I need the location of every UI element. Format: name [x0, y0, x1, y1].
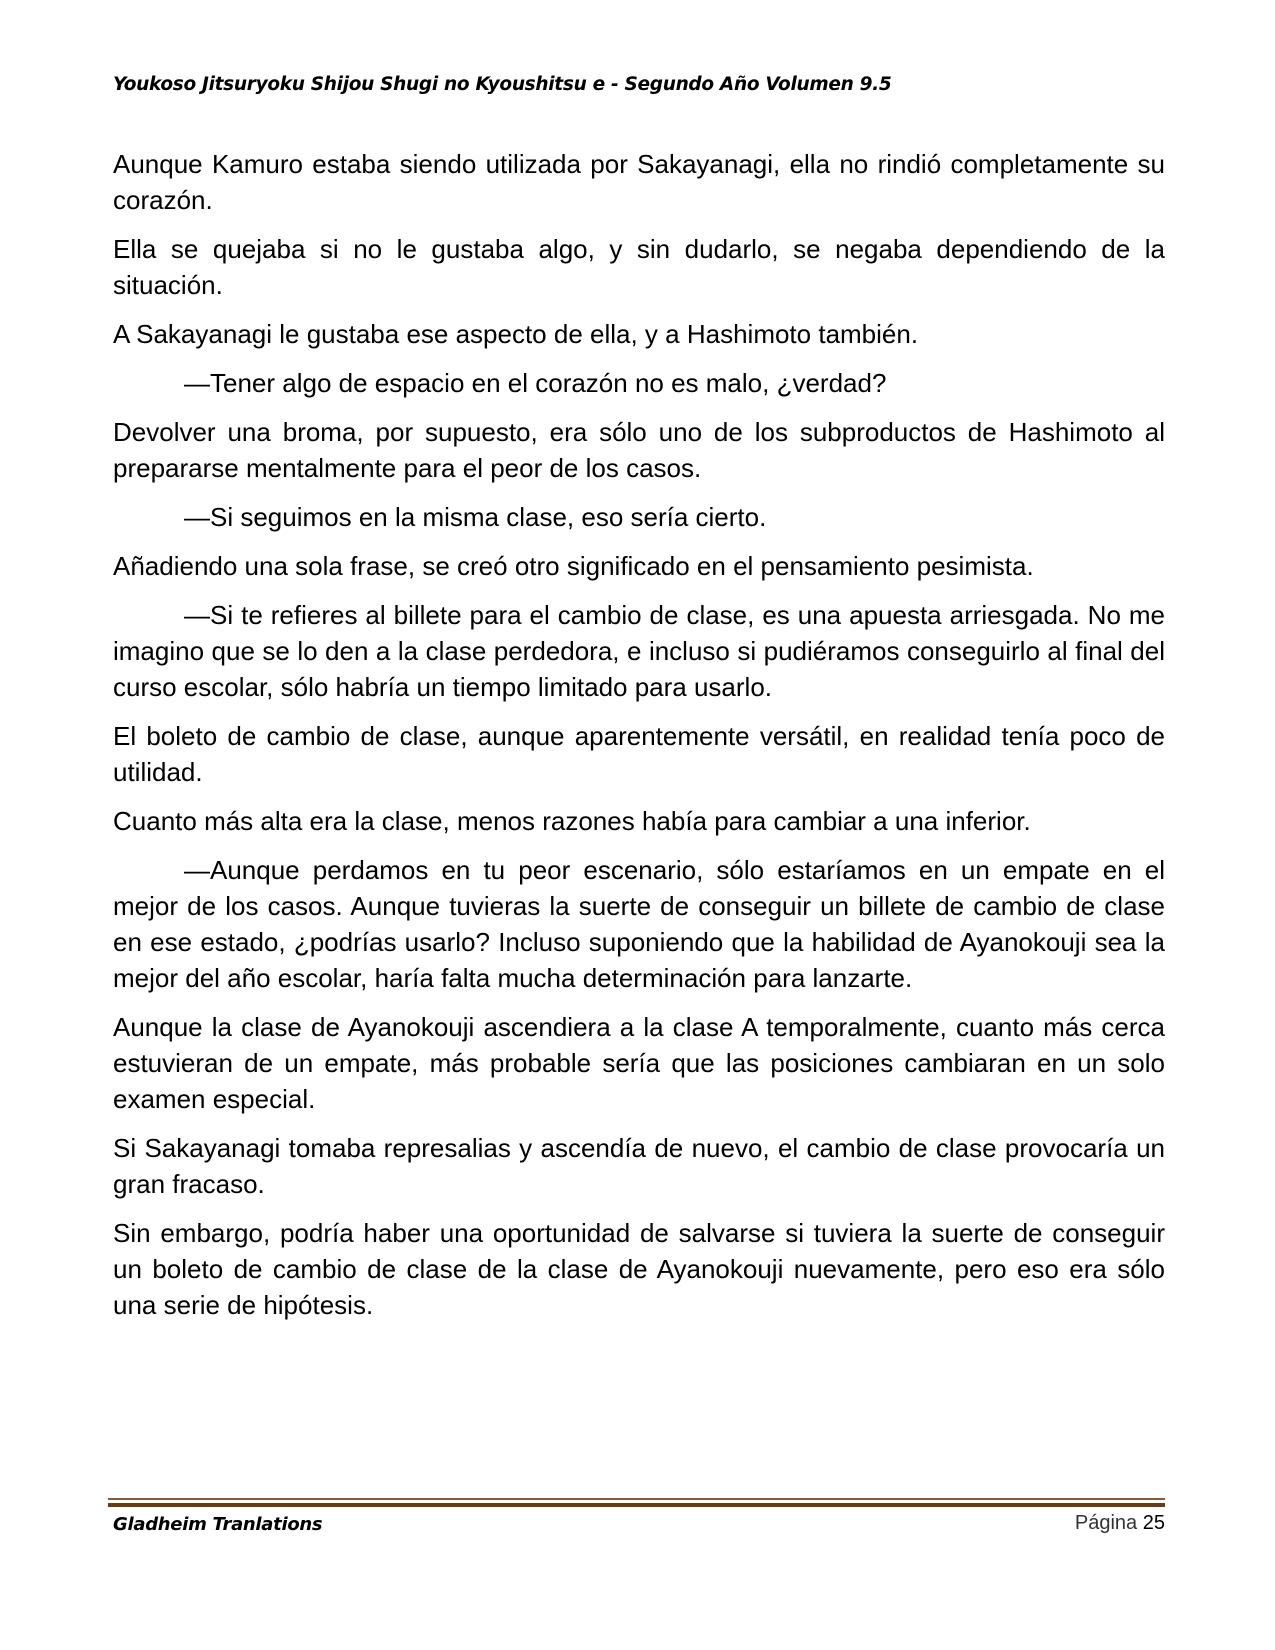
footer-page-indicator — [1075, 1512, 1165, 1535]
paragraph: Devolver una broma, por supuesto, era sólo uno de los subproductos de Hashimoto al prepararse mentalmente para el peor de los casos. — [113, 417, 1165, 483]
dialogue-paragraph: —Si te refieres al billete para el cambio de clase, es una apuesta arriesgada. No me imagino que se lo den a la clase perdedora, e incluso si pudiéramos conseguirlo al final del curso escolar, sólo habría un tiempo limitado para usarlo. — [113, 600, 1165, 702]
paragraph: Cuanto más alta era la clase, menos razones había para cambiar a una inferior. — [113, 806, 1031, 836]
page-label: Página — [1074, 1512, 1138, 1534]
dialogue-paragraph: —Tener algo de espacio en el corazón no es malo, ¿verdad? — [184, 368, 887, 398]
dialogue-paragraph: —Si seguimos en la misma clase, eso sería cierto. — [184, 502, 767, 532]
dialogue-paragraph: —Aunque perdamos en tu peor escenario, sólo estaríamos en un empate en el mejor de los casos. Aunque tuvieras la suerte de conseguir un billete de cambio de clase en ese estado, ¿podrías usarlo? Incluso suponiendo que la habilidad de Ayanokouji sea la mejor del año escolar, haría falta mucha determinación para lanzarte. — [113, 855, 1165, 993]
footer-divider-thick — [108, 1503, 1165, 1507]
page-body — [113, 146, 1165, 1336]
paragraph: A Sakayanagi le gustaba ese aspecto de ella, y a Hashimoto también. — [113, 319, 919, 349]
paragraph: Aunque Kamuro estaba siendo utilizada por Sakayanagi, ella no rindió completamente su corazón. — [113, 149, 1165, 215]
paragraph: Sin embargo, podría haber una oportunidad de salvarse si tuviera la suerte de conseguir un boleto de cambio de clase de la clase de Ayanokouji nuevamente, pero eso era sólo una serie de hipótesis. — [113, 1218, 1165, 1320]
paragraph: Ella se quejaba si no le gustaba algo, y sin dudarlo, se negaba dependiendo de la situación. — [113, 234, 1165, 300]
footer-divider-thin — [108, 1498, 1165, 1500]
running-header-title: Youkoso Jitsuryoku Shijou Shugi no Kyoushitsu e - Segundo Año Volumen 9.5 — [113, 74, 892, 95]
paragraph: Añadiendo una sola frase, se creó otro significado en el pensamiento pesimista. — [113, 551, 1034, 581]
paragraph: Aunque la clase de Ayanokouji ascendiera a la clase A temporalmente, cuanto más cerca estuvieran de un empate, más probable sería que las posiciones cambiaran en un solo examen especial. — [113, 1012, 1165, 1114]
footer-publisher: Gladheim Tranlations — [113, 1514, 323, 1535]
paragraph: El boleto de cambio de clase, aunque aparentemente versátil, en realidad tenía poco de utilidad. — [113, 721, 1165, 787]
paragraph: Si Sakayanagi tomaba represalias y ascendía de nuevo, el cambio de clase provocaría un gran fracaso. — [113, 1133, 1165, 1199]
page-number: 25 — [1142, 1512, 1165, 1534]
